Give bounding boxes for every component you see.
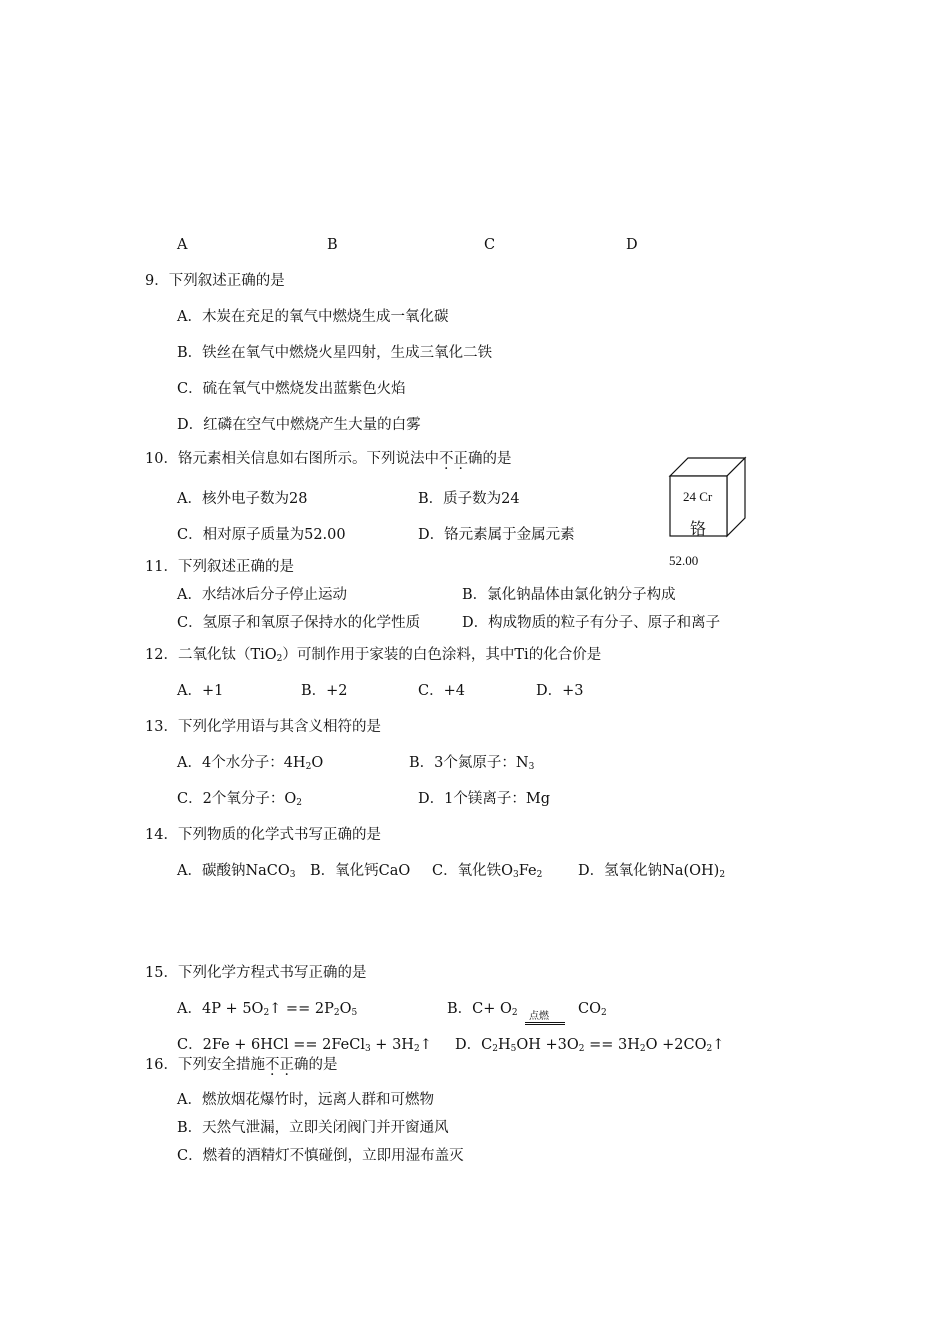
q14-option-d [578,862,725,880]
q15-b-condition: 点燃 [529,1011,549,1022]
q14-d-pre: D．氢氧化钠Na(OH) [578,863,720,879]
q16-emphasis-2: 正 [279,1057,294,1073]
q15-d-part: D．C [455,1037,493,1053]
q15-a-sub: 5 [351,1008,358,1018]
q16-stem-post: 确的是 [293,1057,338,1073]
q15-stem: 15．下列化学方程式书写正确的是 [145,965,367,981]
q14-d-sub: 2 [719,870,726,880]
q11-stem: 11．下列叙述正确的是 [145,559,294,575]
prev-option-a: A [177,237,188,253]
q12-stem-pre: 12．二氧化钛（TiO [145,647,277,663]
q12-stem-post: ）可制作用于家装的白色涂料，其中Ti的化合价是 [282,647,602,663]
element-name: 铬 [690,519,707,538]
q15-b-part: B．C+ O [447,1001,512,1017]
q15-d-sub: 2 [706,1044,713,1054]
q16-option-c: C．燃着的酒精灯不慎碰倒，立即用湿布盖灭 [177,1148,464,1164]
q10-option-b: B．质子数为24 [418,491,520,507]
q15-b-product [578,1000,607,1018]
q15-a-part: A．4P + 5O [177,1001,264,1017]
q15-b-equals-line [525,1022,565,1025]
q12-option-b: B．+2 [301,683,348,699]
q14-option-b: B．氧化钙CaO [310,863,411,879]
q14-option-a [177,862,296,880]
q15-a-sub: 2 [263,1008,270,1018]
q13-option-a [177,754,323,772]
q10-option-c: C．相对原子质量为52.00 [177,527,346,543]
q13-option-b [409,754,534,772]
q15-d-part: H [497,1037,511,1053]
q15-a-part: ↑ == 2P [269,1001,334,1017]
q15-option-a [177,1000,357,1018]
prev-option-b: B [327,237,338,253]
q15-option-d [455,1036,724,1054]
q12-option-a: A．+1 [177,683,224,699]
q14-c-mid: Fe [518,863,537,879]
q15-d-part: == 3H [584,1037,640,1053]
q15-c-part: C．2Fe + 6HCl == 2FeCl [177,1037,365,1053]
q14-c-pre: C．氧化铁O [432,863,513,879]
q14-a-pre: A．碳酸钠NaCO [177,863,290,879]
element-number-symbol: 24 Cr [683,489,713,504]
q15-d-part: O +2CO [645,1037,707,1053]
prev-option-c: C [484,237,496,253]
q15-c-sub: 2 [413,1044,420,1054]
q13-a-pre: A．4个水分子：4H [177,755,306,771]
q12-option-c: C．+4 [418,683,465,699]
q13-a-post: O [311,755,324,771]
q10-stem-pre: 10．铬元素相关信息如右图所示。下列说法中 [145,451,439,467]
q15-a-part: O [339,1001,352,1017]
q14-option-c [432,862,542,880]
q16-stem-pre: 16．下列安全措施 [145,1057,265,1073]
q10-emphasis-2: 正 [453,451,468,467]
q16-emphasis-1: 不 [264,1057,280,1073]
q15-c-part: + 3H [370,1037,414,1053]
q13-stem: 13．下列化学用语与其含义相符的是 [145,719,381,735]
q15-d-part: OH +3O [516,1037,579,1053]
q13-option-c [177,790,302,808]
q13-option-d: D．1个镁离子：Mg [418,791,550,807]
q15-b-sub: 2 [511,1008,518,1018]
q12-option-d: D．+3 [536,683,584,699]
q15-option-b [447,1000,518,1018]
q12-stem [145,646,601,664]
q15-d-sub: 5 [510,1044,517,1054]
q11-option-c: C．氢原子和氧原子保持水的化学性质 [177,615,421,631]
q14-a-sub: 3 [289,870,296,880]
q15-c-part: ↑ [419,1037,432,1053]
q16-option-a: A．燃放烟花爆竹时，远离人群和可燃物 [177,1092,434,1108]
q11-option-d: D．构成物质的粒子有分子、原子和离子 [462,615,721,631]
q13-a-sub: 2 [305,762,312,772]
element-mass: 52.00 [669,553,699,568]
q14-c-sub1: 3 [512,870,519,880]
q9-option-a: A．木炭在充足的氧气中燃烧生成一氧化碳 [177,309,449,325]
q15-b-product-sub: 2 [600,1008,607,1018]
q16-stem [145,1056,337,1074]
q10-stem-post: 确的是 [467,451,512,467]
q14-stem: 14．下列物质的化学式书写正确的是 [145,827,381,843]
q15-option-c [177,1036,432,1054]
q10-stem [145,450,511,468]
q13-c-pre: C．2个氧分子：O [177,791,297,807]
q11-option-b: B．氯化钠晶体由氯化钠分子构成 [462,587,676,603]
q16-option-b: B．天然气泄漏，立即关闭阀门并开窗通风 [177,1120,449,1136]
q13-b-sub: 3 [528,762,535,772]
q11-option-a: A．水结冰后分子停止运动 [177,587,347,603]
q15-d-part: ↑ [712,1037,725,1053]
q15-d-sub: 2 [578,1044,585,1054]
q9-option-c: C．硫在氧气中燃烧发出蓝紫色火焰 [177,381,406,397]
q10-option-d: D．铬元素属于金属元素 [418,527,575,543]
q10-emphasis-1: 不 [438,451,454,467]
q14-c-sub2: 2 [536,870,543,880]
prev-option-d: D [626,237,638,253]
q9-option-b: B．铁丝在氧气中燃烧火星四射，生成三氧化二铁 [177,345,493,361]
q15-c-sub: 3 [364,1044,371,1054]
q10-option-a: A．核外电子数为28 [177,491,308,507]
q15-b-product-part: CO [578,1001,601,1017]
q9-stem: 9．下列叙述正确的是 [145,273,285,289]
q15-a-sub: 2 [333,1008,340,1018]
q15-d-sub: 2 [639,1044,646,1054]
q13-c-sub: 2 [296,798,302,808]
q13-b-pre: B．3个氮原子：N [409,755,529,771]
q12-stem-sub: 2 [276,654,283,664]
q15-d-sub: 2 [492,1044,498,1054]
q9-option-d: D．红磷在空气中燃烧产生大量的白雾 [177,417,421,433]
